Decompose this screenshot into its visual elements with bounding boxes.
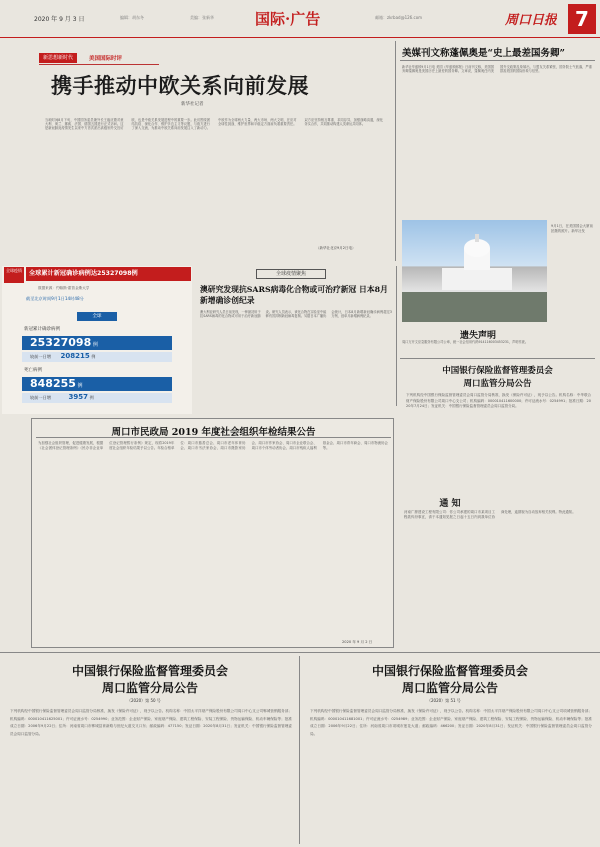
new-unit: 例 xyxy=(91,354,96,359)
cbirc-top-notice xyxy=(400,360,595,488)
stats-badge: 全球疫情 xyxy=(4,267,24,283)
cbirc-right-body: 下列机构经中国银行保险监督管理委员会周口监管分局核准，换发《保险许可证》，现予以公告。机构名称：中国太平洋财产保险股份有限公司周口中心支公司项城营销服务部；机构编码：000010411681001；许可证流水号：0254989；业务范围：企业财产保险、家庭财产保险、建筑工程保险、安装工程保险、货物运输保险、机动车辆保险等；批准成立日期：2006年9月22日；住所：河南省周口市项城市莲花大道；邮政编码：466200；发证日期：2020年8月31日；发证机关：中国银行保险监督管理委员会周口监管分局。 xyxy=(310,709,592,736)
right-article xyxy=(400,41,595,216)
confirmed-label: 新冠累计确诊病例 xyxy=(24,327,60,332)
masthead-designer: 美编：张新华 xyxy=(190,15,214,20)
sars-headline: 澳研究发现抗SARS病毒化合物或可治疗新冠 日本8月新增确诊创纪录 xyxy=(200,285,388,305)
death-new-value: 3957 xyxy=(68,393,89,401)
masthead-editor: 编辑：胡东冬 xyxy=(120,15,144,20)
death-new-row xyxy=(22,393,172,403)
civil-date: 2020 年 9 月 2 日 xyxy=(342,640,373,644)
section-title: 国际·广告 xyxy=(255,10,321,28)
notice-title: 通 知 xyxy=(439,499,461,509)
confirmed-value: 25327098 xyxy=(30,336,92,349)
right-body: 新华社华盛顿9月1日电 美国《华盛顿邮报》日前刊文称，美国国务卿蓬佩奥是美国历史上最差的国务卿。文章说，蓬佩奥任内美国外交政策乱象频出，与盟友关系紧张，国务院士气低落，严重损害美国的国际形象与信誉。 xyxy=(402,65,592,74)
cbirc-left-title: 中国银行保险监督管理委员会 xyxy=(71,664,228,678)
construction-notice xyxy=(400,492,595,642)
civil-title: 周口市民政局 2019 年度社会组织年检结果公告 xyxy=(111,427,316,438)
lead-headline: 携手推动中欧关系向前发展 xyxy=(51,73,309,98)
lead-article xyxy=(31,41,394,261)
lead-tag xyxy=(39,53,77,63)
masthead-contact: 邮箱：zkrbad@126.com xyxy=(375,15,423,20)
death-label: 死亡病例 xyxy=(24,368,42,373)
sars-body: 澳大利亚研究人员日前发现，一种最初用于抗SARS病毒的化合物或可用于治疗新冠肺炎。研究人员表示，该化合物在实验室中能够有效抑制新冠病毒复制。另据日本广播协会统计，日本8月新增新冠确诊病例超过3万例，创单月新增病例纪录。 xyxy=(200,310,392,319)
right-headline: 美媒刊文称蓬佩奥是“史上最差国务卿” xyxy=(402,48,565,59)
death-value: 848255 xyxy=(30,377,76,390)
covid-stats xyxy=(2,266,192,414)
right-photo-caption: 9月1日，在美国国会大厦前拍摄的照片。新华社发 xyxy=(551,224,593,233)
lead-source: （新华社北京9月2日电） xyxy=(316,246,356,250)
confirmed-row xyxy=(22,336,172,350)
sars-article xyxy=(196,266,396,414)
lead-body: 当地时间8月下旬，中国国务委员兼外长王毅应邀对意大利、荷兰、挪威、法国、德国五国进行正式访问。这是新冠肺炎疫情发生以来中方首次派出高级别外交官访欧，也是中欧关系发展进程中的重要一步。此访围绕团结抗疫、深化合作、维护多边主义等议题，与欧方进行了深入交流，为推动中欧关系向前发展注入了新动力。中欧作为全球两大力量、两大市场、两大文明，在应对全球性挑战、维护世界和平稳定方面肩负着重要责任。双方应坚持相互尊重、求同存异，加强战略沟通，深化务实合作，共同推动构建人类命运共同体。 xyxy=(45,118,383,131)
confirmed-unit: 例 xyxy=(92,342,98,348)
stats-source: 数据来源：约翰斯·霍普金斯大学 xyxy=(38,286,90,290)
death-unit: 例 xyxy=(77,383,83,389)
civil-body: 为加强社会组织管理，促进健康发展，根据《社会团体登记管理条例》《民办非企业单位登记管理暂行条例》规定，现将2019年度社会组织年检结果予以公告。年检合格单位：周口市慈善总会、周口市老年体育协会、周口市书法家协会、周口市摄影家协会、周口市作家协会、周口市企业联合会、周口市个体劳动者协会、周口市残疾人福利基金会、周口市青年商会、周口市物流协会等。 xyxy=(38,441,388,450)
cbirc-top-title: 中国银行保险监督管理委员会 xyxy=(442,366,553,376)
cbirc-top-body: 下列机构经中国银行保险监督管理委员会周口监管分局核准，换发《保险许可证》，现予以公告。机构名称：中华联合财产保险股份有限公司周口中心支公司；机构编码：000010411600000；许可证流水号：0254991；批准日期：2020年7月24日；发证机关：中国银行保险监督管理委员会周口监管分局。 xyxy=(406,393,591,409)
masthead-date: 2020 年 9 月 3 日 xyxy=(34,16,85,23)
cbirc-left-number: （2020）第 50 号 xyxy=(127,698,161,703)
lead-byline: 新华社记者 xyxy=(181,102,204,107)
stats-scope: 全球 xyxy=(77,312,117,321)
page-number: 7 xyxy=(568,4,596,34)
stats-title-bar xyxy=(26,267,191,281)
death-new-unit: 例 xyxy=(89,395,94,400)
stats-title: 全球累计新冠确诊病例达25327098例 xyxy=(29,270,138,277)
civil-affairs-notice xyxy=(31,418,394,648)
cbirc-right-number: （2020）第 51 号 xyxy=(427,698,461,703)
new-value: 208215 xyxy=(60,352,90,360)
new-label: 较前一日增 xyxy=(30,354,51,359)
death-new-label: 较前一日增 xyxy=(30,395,51,400)
cbirc-right-subtitle: 周口监管分局公告 xyxy=(401,681,498,695)
lead-tag-text: 新思想新时代 xyxy=(43,55,74,61)
cbirc-left-subtitle: 周口监管分局公告 xyxy=(101,681,198,695)
newspaper-logo: 周口日报 xyxy=(505,13,558,28)
cbirc-right-notice xyxy=(302,656,598,844)
capitol-photo xyxy=(402,220,547,322)
cbirc-left-body: 下列机构经中国银行保险监督管理委员会周口监管分局核准，换发《保险许可证》，现予以公告。机构名称：中国太平洋财产保险股份有限公司周口中心支公司郸城营销服务部；机构编码：000010411625001；许可证流水号：0254990；业务范围：企业财产保险、家庭财产保险、建筑工程保险、安装工程保险、货物运输保险、机动车辆保险等；批准成立日期：2006年9月22日；住所：河南省周口市郸城县育新路与世纪大道交叉口东；邮政编码：477150；发证日期：2020年8月31日；发证机关：中国银行保险监督管理委员会周口监管分局。 xyxy=(10,709,292,736)
cbirc-left-notice xyxy=(2,656,298,844)
death-row xyxy=(22,377,172,391)
loss-title: 遗失声明 xyxy=(460,331,497,341)
loss-body: 周口万开文应急服务有限公司公章，统一社会信用代码914116003453231，声明作废。 xyxy=(402,340,529,344)
stats-update: 截至北京时间9月1日14时48分 xyxy=(26,296,84,301)
notice-body: 河南广厦建设工程有限公司：你公司承建的周口市某项目工程款纠纷事宜，请于本通知见报之日起十五日内到我单位协商处理，逾期视为自动放弃相关权利。特此通知。 xyxy=(404,510,576,519)
cbirc-right-title: 中国银行保险监督管理委员会 xyxy=(371,664,528,678)
new-row xyxy=(22,352,172,362)
masthead xyxy=(0,0,600,38)
right-photo-block xyxy=(400,218,595,324)
loss-notice xyxy=(400,326,595,356)
sars-section: 全球疫情聚焦 xyxy=(256,269,326,279)
cbirc-top-subtitle: 周口监管分局公告 xyxy=(463,379,532,389)
lead-kicker: 美国国际时评 xyxy=(89,56,123,62)
